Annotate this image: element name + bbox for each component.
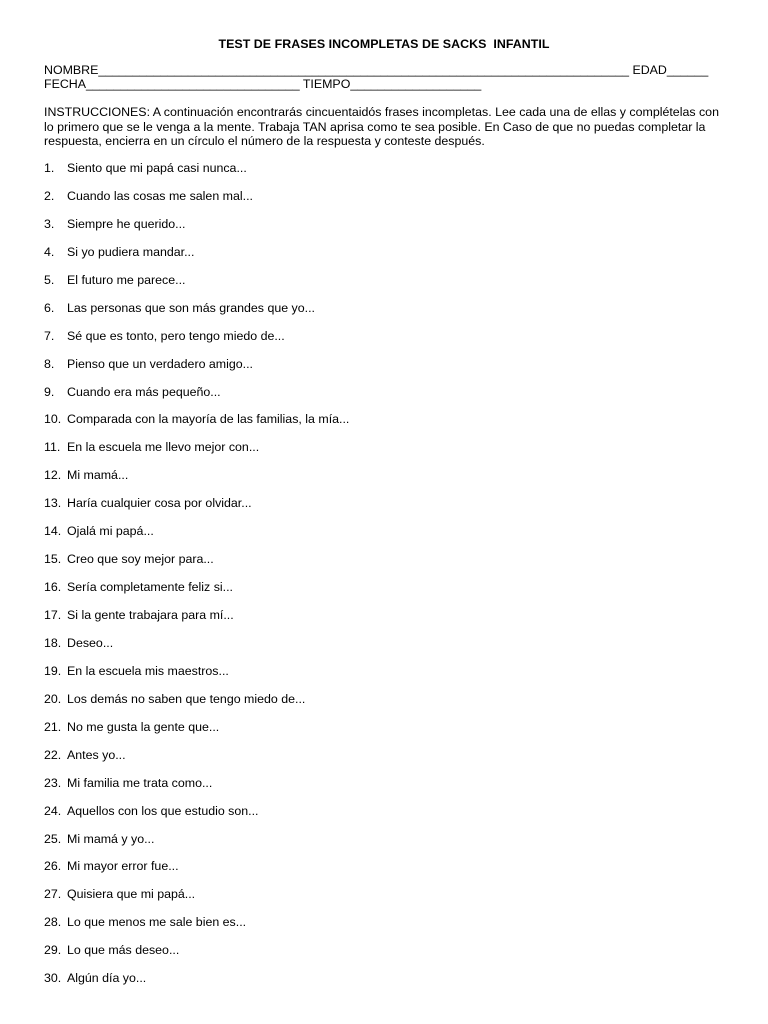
list-item	[44, 328, 349, 356]
item-text: Lo que menos me sale bien es...	[67, 915, 247, 930]
item-number: 4.	[44, 244, 55, 259]
list-item	[44, 439, 349, 467]
item-number: 17.	[44, 608, 62, 622]
item-number: 28.	[44, 915, 62, 930]
list-item	[44, 607, 349, 635]
list-item	[44, 411, 349, 439]
item-text: Aquellos con los que estudio son...	[67, 803, 259, 818]
list-item	[44, 188, 349, 216]
item-number: 29.	[44, 943, 62, 958]
sentence-list	[44, 160, 349, 998]
list-item	[44, 775, 349, 803]
item-text: Si yo pudiera mandar...	[67, 244, 195, 259]
list-item	[44, 635, 349, 663]
list-item	[44, 300, 349, 328]
item-number: 21.	[44, 719, 62, 734]
item-number: 8.	[44, 356, 55, 371]
list-item	[44, 663, 349, 691]
item-text: Creo que soy mejor para...	[67, 552, 214, 567]
item-number: 12.	[44, 468, 62, 483]
item-number: 11.	[44, 440, 61, 455]
list-item	[44, 970, 349, 998]
item-text: Los demás no saben que tengo miedo de...	[67, 691, 306, 706]
item-number: 7.	[44, 328, 55, 343]
item-number: 13.	[44, 496, 62, 511]
list-item	[44, 886, 349, 914]
name-age-field-line: NOMBRE_____________________________________________________________________________ EDAD______	[44, 63, 709, 77]
list-item	[44, 216, 349, 244]
item-text: Mi mamá...	[67, 468, 129, 483]
item-number: 26.	[44, 859, 62, 874]
item-text: Mi mayor error fue...	[67, 859, 179, 874]
list-item	[44, 579, 349, 607]
item-number: 19.	[44, 663, 62, 678]
list-item	[44, 803, 349, 831]
item-text: Haría cualquier cosa por olvidar...	[67, 496, 252, 511]
item-text: Cuando las cosas me salen mal...	[67, 188, 253, 203]
item-number: 3.	[44, 216, 55, 231]
item-number: 14.	[44, 524, 62, 539]
item-text: Algún día yo...	[67, 971, 147, 986]
item-number: 5.	[44, 272, 55, 287]
item-number: 10.	[44, 412, 62, 427]
item-text: Comparada con la mayoría de las familias, la mía...	[67, 412, 350, 427]
item-number: 2.	[44, 188, 55, 203]
item-number: 23.	[44, 775, 62, 790]
list-item	[44, 523, 349, 551]
item-text: Siempre he querido...	[67, 216, 186, 231]
item-number: 1.	[44, 161, 55, 175]
list-item	[44, 272, 349, 300]
item-text: Lo que más deseo...	[67, 943, 180, 958]
list-item	[44, 914, 349, 942]
date-time-field-line: FECHA_______________________________ TIEMPO___________________	[44, 77, 482, 91]
item-number: 30.	[44, 971, 62, 986]
list-item	[44, 747, 349, 775]
instructions-paragraph: INSTRUCCIONES: A continuación encontrarás cincuentaidós frases incompletas. Lee cada una de ellas y complételas con lo primero que se le venga a la mente. Trabaja TAN aprisa como te sea posible. En Caso de que no puedas completar la respuesta, encierra en un círculo el número de la respuesta y conteste después.	[44, 105, 719, 148]
item-number: 20.	[44, 691, 62, 706]
list-item	[44, 551, 349, 579]
item-text: Siento que mi papá casi nunca...	[67, 161, 247, 175]
item-number: 18.	[44, 635, 62, 650]
list-item	[44, 942, 349, 970]
item-text: Deseo...	[67, 635, 114, 650]
list-item	[44, 356, 349, 384]
list-item	[44, 467, 349, 495]
list-item	[44, 691, 349, 719]
item-number: 9.	[44, 384, 55, 399]
list-item	[44, 160, 349, 188]
item-text: Antes yo...	[67, 747, 126, 762]
item-text: Ojalá mi papá...	[67, 524, 154, 539]
item-text: Las personas que son más grandes que yo...	[67, 300, 315, 315]
item-text: Mi familia me trata como...	[67, 775, 213, 790]
list-item	[44, 858, 349, 886]
item-number: 15.	[44, 552, 62, 567]
item-text: No me gusta la gente que...	[67, 719, 220, 734]
item-number: 16.	[44, 580, 62, 595]
item-text: En la escuela mis maestros...	[67, 663, 229, 678]
item-text: Cuando era más pequeño...	[67, 384, 221, 399]
item-text: Pienso que un verdadero amigo...	[67, 356, 253, 371]
list-item	[44, 384, 349, 412]
list-item	[44, 831, 349, 859]
item-text: En la escuela me llevo mejor con...	[67, 440, 260, 455]
item-number: 6.	[44, 300, 55, 315]
list-item	[44, 244, 349, 272]
item-text: Quisiera que mi papá...	[67, 887, 196, 902]
item-text: Sería completamente feliz si...	[67, 580, 233, 595]
item-number: 24.	[44, 803, 62, 818]
list-item	[44, 719, 349, 747]
item-text: Si la gente trabajara para mí...	[67, 608, 234, 622]
item-text: Sé que es tonto, pero tengo miedo de...	[67, 328, 285, 343]
list-item	[44, 495, 349, 523]
item-number: 22.	[44, 747, 62, 762]
document-title: TEST DE FRASES INCOMPLETAS DE SACKS INFANTIL	[218, 37, 550, 51]
item-text: El futuro me parece...	[67, 272, 186, 287]
item-number: 27.	[44, 887, 62, 902]
item-text: Mi mamá y yo...	[67, 831, 155, 846]
item-number: 25.	[44, 831, 62, 846]
